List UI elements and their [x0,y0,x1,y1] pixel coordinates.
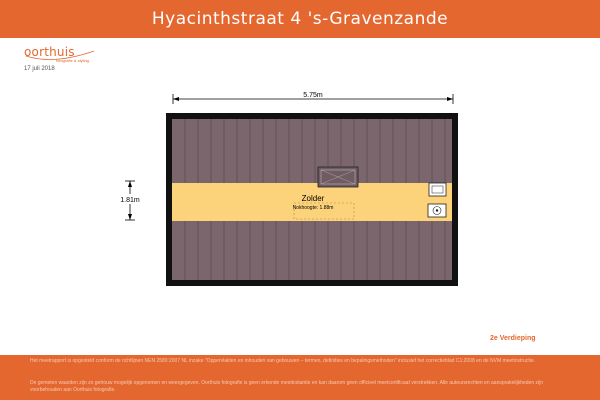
logo-brand: oorthuis [24,45,75,59]
width-dimension [173,92,453,104]
disclaimer-paragraph-1: Het meetrapport is opgesteld conform de richtlijnen NEN 2580:2007 NL inzake "Oppervlakten en inhouden van gebouwen – termen, definities en bepalingsmethoden" inclusief het correctieblad C1:2008 en de NVM meetinstructie. [30,358,536,364]
room-note: Nokhoogte: 1.88m [292,205,334,211]
depth-dimension [117,181,143,220]
room-name: Zolder [301,194,325,203]
plan-date: 17 juli 2018 [24,66,55,72]
boiler-icon [429,183,446,196]
floor-level-label: 2e Verdieping [490,335,536,342]
footer-disclaimer [0,355,600,400]
width-label: 5.75m [303,92,323,99]
disclaimer-paragraph-2: De gemeten waarden zijn zo getrouw mogelijk opgenomen en weergegeven. Oorthuis fotografie is geen erkende meetinstantie en kan daarom geen officieel meetcertificaat verstrekken. Alle auteursrechten en aansprakelijkheden zijn voorbehouden aan Oorthuis fotografie. [30,380,543,393]
logo-tagline: fotografie & styling [56,58,89,63]
depth-label: 1.81m [120,197,140,204]
page-title: Hyacinthstraat 4 's-Gravenzande [151,9,449,29]
skylight-icon [318,167,358,187]
ventilation-unit-icon [428,204,446,217]
